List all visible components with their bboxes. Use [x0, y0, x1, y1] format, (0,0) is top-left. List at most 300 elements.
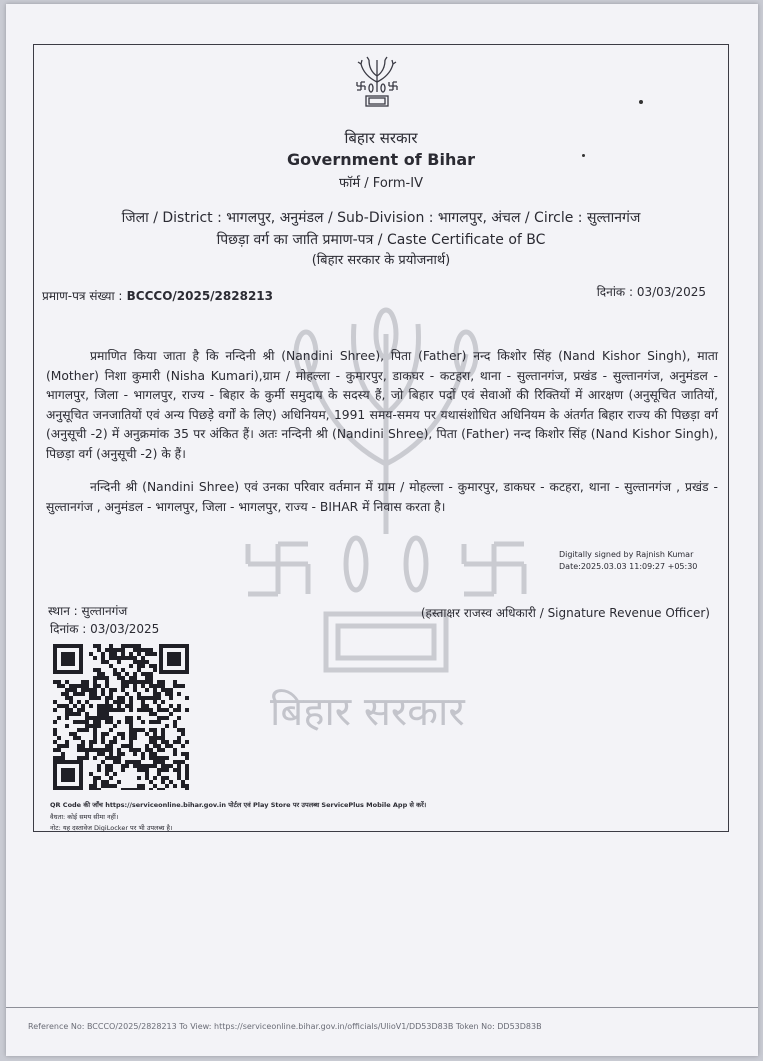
- qr-module: [101, 660, 105, 664]
- signed-date: Date:2025.03.03 11:09:27 +05:30: [559, 562, 698, 571]
- qr-module: [125, 680, 129, 684]
- qr-module: [157, 680, 161, 684]
- qr-module: [161, 736, 165, 740]
- qr-module: [149, 672, 153, 676]
- qr-module: [185, 768, 189, 772]
- qr-module: [93, 644, 97, 648]
- qr-module: [109, 740, 113, 744]
- qr-module: [157, 720, 161, 724]
- qr-module: [173, 740, 177, 744]
- qr-module: [89, 716, 93, 720]
- qr-module: [153, 764, 157, 768]
- qr-module: [69, 712, 73, 716]
- qr-module: [101, 704, 105, 708]
- qr-module: [85, 700, 89, 704]
- qr-module: [77, 728, 81, 732]
- qr-module: [105, 700, 109, 704]
- qr-module: [109, 748, 113, 752]
- qr-module: [173, 720, 177, 724]
- qr-module: [109, 704, 113, 708]
- qr-module: [113, 760, 117, 764]
- qr-module: [77, 684, 81, 688]
- qr-module: [85, 680, 89, 684]
- qr-module: [101, 740, 105, 744]
- qr-module: [105, 704, 109, 708]
- qr-module: [185, 784, 189, 788]
- qr-module: [93, 720, 97, 724]
- qr-verification-note: QR Code की जाँच https://serviceonline.bihar.gov.in पोर्टल एवं Play Store पर उपलब्ध ServicePlus Mobile App से करें।: [50, 801, 427, 809]
- qr-module: [53, 708, 57, 712]
- qr-code: [53, 644, 189, 790]
- qr-module: [109, 688, 113, 692]
- qr-module: [145, 708, 149, 712]
- qr-module: [81, 740, 85, 744]
- certificate-number-value: BCCCO/2025/2828213: [126, 289, 274, 303]
- digital-signature: [559, 549, 697, 573]
- qr-module: [165, 716, 169, 720]
- officer-signature-label: (हस्ताक्षर राजस्व अधिकारी / Signature Revenue Officer): [420, 606, 710, 620]
- qr-module: [153, 736, 157, 740]
- qr-module: [109, 648, 113, 652]
- qr-module: [101, 652, 105, 656]
- qr-module: [89, 784, 93, 788]
- qr-module: [113, 736, 117, 740]
- qr-module: [93, 748, 97, 752]
- qr-module: [121, 644, 125, 648]
- qr-module: [129, 652, 133, 656]
- qr-module: [77, 700, 81, 704]
- qr-module: [117, 720, 121, 724]
- qr-module: [149, 764, 153, 768]
- qr-module: [149, 752, 153, 756]
- qr-module: [145, 704, 149, 708]
- qr-module: [177, 740, 181, 744]
- qr-module: [73, 732, 77, 736]
- certificate-title: पिछड़ा वर्ग का जाति प्रमाण-पत्र / Caste Certificate of BC: [216, 232, 546, 248]
- qr-module: [93, 732, 97, 736]
- qr-module: [105, 764, 109, 768]
- qr-module: [157, 744, 161, 748]
- qr-module: [141, 648, 145, 652]
- qr-module: [109, 752, 113, 756]
- qr-module: [81, 680, 85, 684]
- qr-module: [121, 684, 125, 688]
- qr-module: [133, 752, 137, 756]
- qr-module: [73, 684, 77, 688]
- qr-module: [153, 664, 157, 668]
- qr-module: [89, 688, 93, 692]
- qr-module: [161, 776, 165, 780]
- qr-module: [65, 724, 69, 728]
- qr-module: [113, 700, 117, 704]
- qr-module: [161, 684, 165, 688]
- qr-module: [181, 752, 185, 756]
- qr-module: [117, 748, 121, 752]
- qr-module: [117, 672, 121, 676]
- qr-module: [105, 768, 109, 772]
- signed-by: Digitally signed by Rajnish Kumar: [559, 550, 694, 559]
- qr-module: [165, 768, 169, 772]
- qr-module: [133, 760, 137, 764]
- qr-module: [165, 692, 169, 696]
- qr-module: [137, 668, 141, 672]
- qr-module: [185, 756, 189, 760]
- qr-module: [149, 728, 153, 732]
- qr-module: [173, 684, 177, 688]
- qr-module: [153, 652, 157, 656]
- qr-module: [97, 704, 101, 708]
- qr-module: [101, 732, 105, 736]
- qr-module: [109, 716, 113, 720]
- qr-module: [145, 696, 149, 700]
- certificate-number: [42, 287, 273, 304]
- qr-module: [65, 708, 69, 712]
- qr-module: [165, 688, 169, 692]
- qr-module: [157, 692, 161, 696]
- qr-module: [129, 664, 133, 668]
- qr-module: [89, 652, 93, 656]
- qr-module: [101, 784, 105, 788]
- qr-module: [109, 652, 113, 656]
- qr-module: [129, 740, 133, 744]
- qr-module: [161, 716, 165, 720]
- qr-module: [73, 736, 77, 740]
- qr-module: [125, 744, 129, 748]
- qr-module: [73, 692, 77, 696]
- issue-date-top: दिनांक : 03/03/2025: [596, 285, 706, 299]
- qr-module: [109, 728, 113, 732]
- qr-module: [137, 776, 141, 780]
- qr-module: [165, 776, 169, 780]
- qr-module: [73, 712, 77, 716]
- qr-module: [121, 732, 125, 736]
- qr-module: [93, 736, 97, 740]
- qr-module: [93, 716, 97, 720]
- qr-module: [133, 676, 137, 680]
- qr-module: [157, 788, 161, 790]
- qr-module: [133, 728, 137, 732]
- qr-module: [125, 720, 129, 724]
- qr-module: [161, 728, 165, 732]
- qr-module: [81, 692, 85, 696]
- qr-module: [141, 704, 145, 708]
- qr-module: [105, 676, 109, 680]
- qr-module: [145, 764, 149, 768]
- qr-module: [113, 772, 117, 776]
- qr-module: [165, 708, 169, 712]
- qr-module: [137, 784, 141, 788]
- qr-module: [53, 700, 57, 704]
- qr-module: [137, 648, 141, 652]
- qr-module: [149, 680, 153, 684]
- qr-module: [105, 780, 109, 784]
- qr-module: [109, 756, 113, 760]
- qr-module: [65, 744, 69, 748]
- qr-module: [129, 724, 133, 728]
- qr-module: [97, 724, 101, 728]
- qr-module: [125, 788, 129, 790]
- qr-module: [145, 660, 149, 664]
- qr-module: [145, 772, 149, 776]
- qr-module: [113, 648, 117, 652]
- qr-module: [89, 696, 93, 700]
- qr-module: [77, 692, 81, 696]
- qr-module: [93, 688, 97, 692]
- government-hindi-title: बिहार सरकार: [344, 129, 418, 147]
- qr-module: [141, 728, 145, 732]
- qr-module: [61, 756, 65, 760]
- qr-module: [93, 776, 97, 780]
- qr-module: [69, 696, 73, 700]
- qr-module: [117, 760, 121, 764]
- qr-module: [81, 728, 85, 732]
- qr-module: [109, 768, 113, 772]
- qr-module: [149, 756, 153, 760]
- qr-module: [81, 756, 85, 760]
- qr-module: [149, 788, 153, 790]
- qr-module: [185, 776, 189, 780]
- qr-module: [157, 768, 161, 772]
- qr-module: [109, 656, 113, 660]
- qr-module: [105, 660, 109, 664]
- qr-module: [157, 736, 161, 740]
- qr-module: [153, 732, 157, 736]
- qr-module: [129, 748, 133, 752]
- qr-module: [157, 756, 161, 760]
- qr-module: [97, 776, 101, 780]
- place-label: स्थान : सुल्तानगंज: [48, 604, 128, 618]
- qr-module: [121, 696, 125, 700]
- qr-module: [125, 692, 129, 696]
- qr-module: [53, 740, 57, 744]
- qr-module: [117, 696, 121, 700]
- qr-module: [93, 780, 97, 784]
- qr-module: [149, 652, 153, 656]
- qr-module: [185, 788, 189, 790]
- qr-module: [69, 688, 73, 692]
- qr-module: [53, 728, 57, 732]
- qr-module: [181, 684, 185, 688]
- qr-module: [125, 684, 129, 688]
- qr-module: [61, 704, 65, 708]
- qr-module: [169, 692, 173, 696]
- qr-module: [161, 740, 165, 744]
- qr-module: [109, 664, 113, 668]
- qr-module: [157, 716, 161, 720]
- qr-module: [177, 768, 181, 772]
- qr-module: [113, 756, 117, 760]
- qr-module: [133, 764, 137, 768]
- qr-module: [129, 732, 133, 736]
- qr-module: [93, 684, 97, 688]
- qr-module: [165, 784, 169, 788]
- qr-module: [93, 740, 97, 744]
- qr-module: [121, 744, 125, 748]
- qr-module: [169, 744, 173, 748]
- qr-module: [113, 688, 117, 692]
- qr-module: [105, 708, 109, 712]
- qr-module: [129, 728, 133, 732]
- qr-module: [177, 716, 181, 720]
- qr-module: [117, 780, 121, 784]
- qr-module: [137, 652, 141, 656]
- qr-module: [133, 656, 137, 660]
- qr-module: [153, 784, 157, 788]
- qr-module: [97, 720, 101, 724]
- qr-module: [101, 748, 105, 752]
- qr-module: [133, 660, 137, 664]
- qr-module: [153, 668, 157, 672]
- qr-module: [113, 668, 117, 672]
- qr-module: [85, 688, 89, 692]
- qr-module: [165, 744, 169, 748]
- qr-module: [93, 788, 97, 790]
- qr-module: [177, 760, 181, 764]
- qr-module: [105, 696, 109, 700]
- qr-module: [177, 772, 181, 776]
- qr-module: [125, 704, 129, 708]
- qr-module: [105, 732, 109, 736]
- qr-module: [169, 712, 173, 716]
- qr-module: [149, 748, 153, 752]
- qr-module: [105, 716, 109, 720]
- qr-module: [181, 744, 185, 748]
- qr-module: [53, 680, 57, 684]
- qr-module: [61, 752, 65, 756]
- qr-module: [169, 780, 173, 784]
- bihar-emblem-icon: [349, 52, 405, 112]
- qr-module: [109, 784, 113, 788]
- qr-module: [121, 688, 125, 692]
- qr-module: [153, 684, 157, 688]
- qr-module: [97, 748, 101, 752]
- certificate-paper: [6, 4, 758, 1056]
- footer-reference: Reference No: BCCCO/2025/2828213 To View: https://serviceonline.bihar.gov.in/officials/UlioV1/DD53D83B Token No: DD53D83B: [28, 1022, 542, 1031]
- qr-module: [89, 748, 93, 752]
- qr-module: [149, 648, 153, 652]
- qr-module: [157, 704, 161, 708]
- qr-module: [93, 724, 97, 728]
- qr-module: [65, 696, 69, 700]
- qr-module: [69, 732, 73, 736]
- qr-module: [165, 756, 169, 760]
- qr-module: [77, 712, 81, 716]
- qr-module: [141, 784, 145, 788]
- qr-module: [133, 680, 137, 684]
- qr-module: [161, 780, 165, 784]
- qr-module: [161, 760, 165, 764]
- qr-module: [149, 664, 153, 668]
- qr-module: [181, 732, 185, 736]
- qr-module: [129, 676, 133, 680]
- qr-module: [97, 768, 101, 772]
- qr-module: [53, 732, 57, 736]
- qr-module: [153, 696, 157, 700]
- qr-module: [149, 780, 153, 784]
- qr-module: [141, 700, 145, 704]
- qr-module: [117, 676, 121, 680]
- qr-module: [65, 688, 69, 692]
- qr-module: [157, 696, 161, 700]
- qr-module: [141, 684, 145, 688]
- qr-module: [161, 680, 165, 684]
- qr-module: [85, 756, 89, 760]
- qr-module: [57, 736, 61, 740]
- qr-module: [105, 712, 109, 716]
- qr-module: [149, 708, 153, 712]
- purpose-line: (बिहार सरकार के प्रयोजनार्थ): [311, 253, 451, 268]
- qr-module: [165, 740, 169, 744]
- qr-module: [161, 700, 165, 704]
- qr-module: [133, 684, 137, 688]
- qr-module: [93, 784, 97, 788]
- qr-module: [137, 664, 141, 668]
- qr-module: [101, 708, 105, 712]
- qr-module: [93, 656, 97, 660]
- qr-module: [85, 752, 89, 756]
- qr-module: [121, 668, 125, 672]
- qr-module: [157, 684, 161, 688]
- qr-module: [65, 712, 69, 716]
- qr-module: [137, 788, 141, 790]
- qr-module: [121, 764, 125, 768]
- qr-module: [69, 684, 73, 688]
- qr-module: [161, 708, 165, 712]
- qr-module: [97, 716, 101, 720]
- district-line: जिला / District : भागलपुर, अनुमंडल / Sub-Division : भागलपुर, अंचल / Circle : सुल्तानगंज: [121, 210, 641, 226]
- qr-module: [85, 716, 89, 720]
- qr-module: [185, 764, 189, 768]
- qr-module: [73, 704, 77, 708]
- qr-module: [65, 704, 69, 708]
- qr-module: [105, 720, 109, 724]
- qr-module: [61, 692, 65, 696]
- qr-module: [153, 692, 157, 696]
- qr-module: [117, 756, 121, 760]
- qr-module: [121, 752, 125, 756]
- qr-module: [77, 708, 81, 712]
- qr-module: [65, 716, 69, 720]
- qr-module: [137, 764, 141, 768]
- qr-module: [141, 764, 145, 768]
- qr-module: [141, 720, 145, 724]
- qr-module: [137, 708, 141, 712]
- qr-module: [53, 756, 57, 760]
- qr-module: [145, 732, 149, 736]
- footer-divider: [6, 1007, 758, 1008]
- qr-module: [173, 752, 177, 756]
- qr-module: [93, 756, 97, 760]
- qr-module: [65, 740, 69, 744]
- qr-module: [121, 700, 125, 704]
- qr-module: [101, 692, 105, 696]
- qr-module: [97, 676, 101, 680]
- qr-module: [125, 672, 129, 676]
- qr-module: [57, 756, 61, 760]
- qr-module: [81, 748, 85, 752]
- qr-module: [109, 720, 113, 724]
- qr-module: [97, 644, 101, 648]
- qr-module: [77, 748, 81, 752]
- qr-module: [177, 704, 181, 708]
- qr-module: [57, 748, 61, 752]
- qr-module: [145, 768, 149, 772]
- qr-module: [85, 728, 89, 732]
- qr-module: [153, 728, 157, 732]
- qr-module: [89, 788, 93, 790]
- qr-module: [161, 688, 165, 692]
- qr-module: [141, 708, 145, 712]
